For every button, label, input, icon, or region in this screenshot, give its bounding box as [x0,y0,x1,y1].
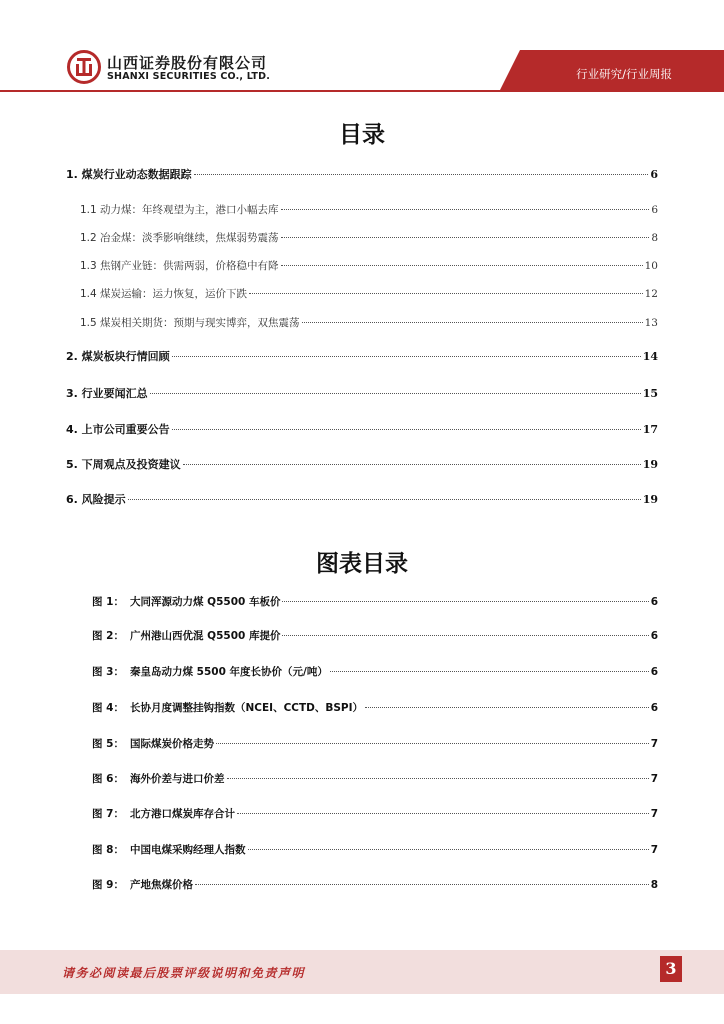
page-header [0,0,724,100]
figure-label: 广州港山西优混 Q5500 库提价 [130,630,281,642]
figure-item[interactable] [92,700,658,715]
toc-item[interactable]: 2. 煤炭板块行情回顾 14 [66,350,658,363]
company-name-cn: 山西证券股份有限公司 [107,54,268,72]
figure-item[interactable] [92,771,658,786]
figure-number: 图 6： [92,773,124,785]
toc-subitem[interactable]: 1.4 煤炭运输：运力恢复，运价下跌 12 [80,288,658,300]
figure-item[interactable] [92,842,658,857]
toc-page-number: 10 [644,260,658,272]
figure-number: 图 4： [92,702,124,714]
toc-page-number: 14 [642,350,658,363]
figure-label: 海外价差与进口价差 [130,773,225,785]
company-name-en: SHANXI SECURITIES CO., LTD. [107,71,271,82]
figure-item[interactable] [92,736,658,751]
figure-item[interactable] [92,594,658,609]
toc-item[interactable]: 1. 煤炭行业动态数据跟踪 6 [66,168,658,181]
toc-title: 目录 [339,121,385,148]
figure-list-title: 图表目录 [316,550,408,577]
toc-page-number: 8 [651,232,658,244]
toc-item[interactable]: 3. 行业要闻汇总 15 [66,387,658,400]
figure-page-number: 7 [650,808,658,820]
shanxi-securities-logo-icon [67,50,101,84]
page-number: 3 [660,956,682,982]
toc-page-number: 19 [642,493,658,506]
figure-item[interactable] [92,877,658,892]
figure-page-number: 7 [650,844,658,856]
header-divider [0,90,724,92]
figure-item[interactable] [92,628,658,643]
figure-label: 大同浑源动力煤 Q5500 车板价 [130,596,281,608]
report-category-tag: 行业研究/行业周报 [576,67,672,81]
figure-label: 秦皇岛动力煤 5500 年度长协价（元/吨） [130,666,328,678]
toc-subitem[interactable]: 1.2 冶金煤：淡季影响继续，焦煤弱势震荡 8 [80,232,658,244]
figure-page-number: 7 [650,738,658,750]
figure-number: 图 5： [92,738,124,750]
figure-number: 图 7： [92,808,124,820]
figure-label: 中国电煤采购经理人指数 [130,844,246,856]
footer-disclaimer: 请务必阅读最后股票评级说明和免责声明 [62,966,306,980]
figure-label: 产地焦煤价格 [130,879,193,891]
toc-page-number: 13 [644,317,658,329]
toc-page-number: 12 [644,288,658,300]
figure-page-number: 6 [650,630,658,642]
figure-label: 北方港口煤炭库存合计 [130,808,235,820]
figure-page-number: 6 [650,596,658,608]
toc-subitem[interactable]: 1.5 煤炭相关期货：预期与现实博弈，双焦震荡 13 [80,317,658,329]
figure-number: 图 9： [92,879,124,891]
figure-number: 图 1： [92,596,124,608]
figure-number: 图 2： [92,630,124,642]
toc-page-number: 6 [650,168,658,181]
toc-page-number: 19 [642,458,658,471]
figure-page-number: 7 [650,773,658,785]
toc-subitem[interactable]: 1.1 动力煤：年终观望为主，港口小幅去库 6 [80,204,658,216]
toc-subitem[interactable]: 1.3 焦钢产业链：供需两弱，价格稳中有降 10 [80,260,658,272]
figure-item[interactable] [92,806,658,821]
figure-label: 国际煤炭价格走势 [130,738,214,750]
toc-item[interactable]: 6. 风险提示 19 [66,493,658,506]
toc-item[interactable]: 4. 上市公司重要公告 17 [66,423,658,436]
toc-page-number: 17 [642,423,658,436]
figure-item[interactable] [92,664,658,679]
toc-page-number: 6 [651,204,658,216]
figure-page-number: 8 [650,879,658,891]
toc-page-number: 15 [642,387,658,400]
figure-label: 长协月度调整挂钩指数（NCEI、CCTD、BSPI） [130,702,364,714]
figure-page-number: 6 [650,702,658,714]
figure-number: 图 8： [92,844,124,856]
figure-number: 图 3： [92,666,124,678]
figure-page-number: 6 [650,666,658,678]
toc-item[interactable]: 5. 下周观点及投资建议 19 [66,458,658,471]
